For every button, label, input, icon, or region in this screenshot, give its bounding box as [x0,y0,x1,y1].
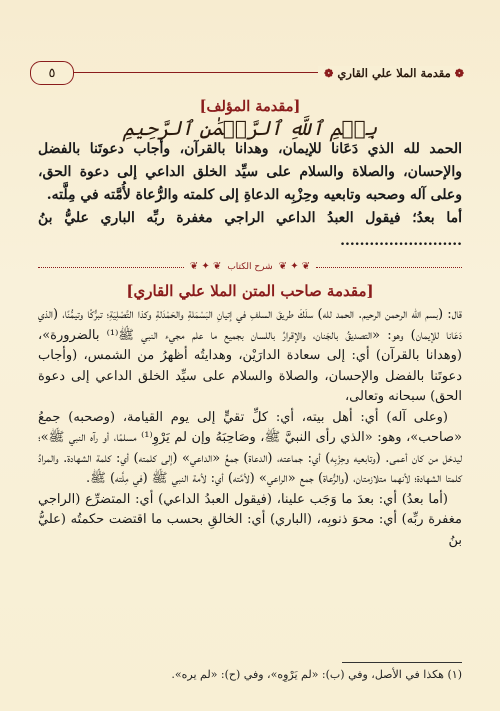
page-number-text: ٥ [48,65,56,81]
page-number [30,61,74,85]
flourish-icon: ❦ ✦ ❦ [189,261,222,272]
intro-paragraph: الحمد لله الذي دَعَانا للإيمان، وهدانا بالقرآن، وأجاب دعوتَنا بالفضل والإحسان، والصلاة والسلام على سيِّد الخلق الداعي إلى دعوة الحق، وعلى آله وصحبه وتابعيه وحِزْبِه الدعاةِ إلى كلمته والرُّعاة لأُمَّته في مِلَّته. [38,141,462,203]
divider-label: شرح الكتاب [227,262,273,272]
footnote-rule [342,662,462,663]
commentary-paragraph-2: (وعلى آله) أي: أهل بيته، أي: كلِّ تقيٍّ إلى يوم القيامة، (وصحبه) جمعُ «صاحب»، وهو: «الذي رأى النبيَّ ﷺ، وصَاحِبَهُ وإن لم يَرْوِ⁽¹⁾ مسلمًا، أو رآه النبي ﷺ»؛ ليدخل من كان أعمى. (وتابعيه وحِزْبِه) أي: جماعته، (الدعاة) جمعُ «الداعي» (إلى كلمته) أي: كلمة الشهادة. والمرادُ كلمتا الشهادة؛ لأنهما متلازمتان، (والرُّعاة) جمع «الراعي» (لأمَّته) أي: لأمة النبي ﷺ (في مِلَّته) ﷺ. [38,409,462,486]
basmala: بِسۡمِ ٱللَّهِ ٱلرَّحۡمَٰنِ ٱلرَّحِيمِ [122,115,378,140]
page-header [30,57,470,89]
intro-closing: أما بعدُ؛ فيقول العبدُ الداعي الراجي مغفرة ربِّه الباري عليُّ بنُ ......................... [38,210,462,249]
commentary-paragraph-3: (أما بعدُ) أي: بعدَ ما وَجَب علينا، (فيقول العبدُ الداعي) أي: المتضرِّع (الراجي مغفرة ربِّه) أي: محوَ ذنوبِه، (الباري) أي: الخالقِ بحسب ما اقتضت حكمتُه (عليُّ بنُ [38,491,462,548]
author-intro-title: [مقدمة المؤلف] [199,98,301,115]
flourish-icon: ❦ ✦ ❦ [278,261,311,272]
section-divider [38,257,462,278]
divider-line [38,267,184,268]
running-title-text: مقدمة الملا علي القاري [337,66,451,80]
commentary-paragraph-1: قال: (بسم الله الرحمن الرحيم. الحمد لله) سلَكَ طريقَ السلفِ في إتيانِ البَسْمَلةِ والحَمْدَلةِ وكذا التَّصْلِيَةِ؛ تبرُّكًا وتيمُّنًا، (الذي دَعَانا للإيمان) وهو: «التصديقُ بالجَنان، والإقرارُ باللسان بجميع ما علم مجيء النبي ﷺ⁽¹⁾ بالضرورة»، (وهدانا بالقرآن) أي: إلى سعادة الدارَيْن، وهدايتُه أظهرُ من الشمس، (وأجاب دعوتَنا بالفضل والإحسان، والصلاة والسلام على سيِّد الخلق الداعي إلى دعوة الحق) سبحانه وتعالى، [38,307,462,404]
footnote: (١) هكذا في الأصل، وفي (ب): «لم يَرْوِه»، وفي (ح): «لم يره». [171,668,462,681]
page-content [38,95,462,551]
commentary-title: [مقدمة صاحب المتن الملا علي القاري] [126,281,374,300]
divider-line [316,267,462,268]
ornament-icon: ❁ [454,66,464,80]
ornament-icon: ❁ [324,66,334,80]
running-title [318,66,470,80]
